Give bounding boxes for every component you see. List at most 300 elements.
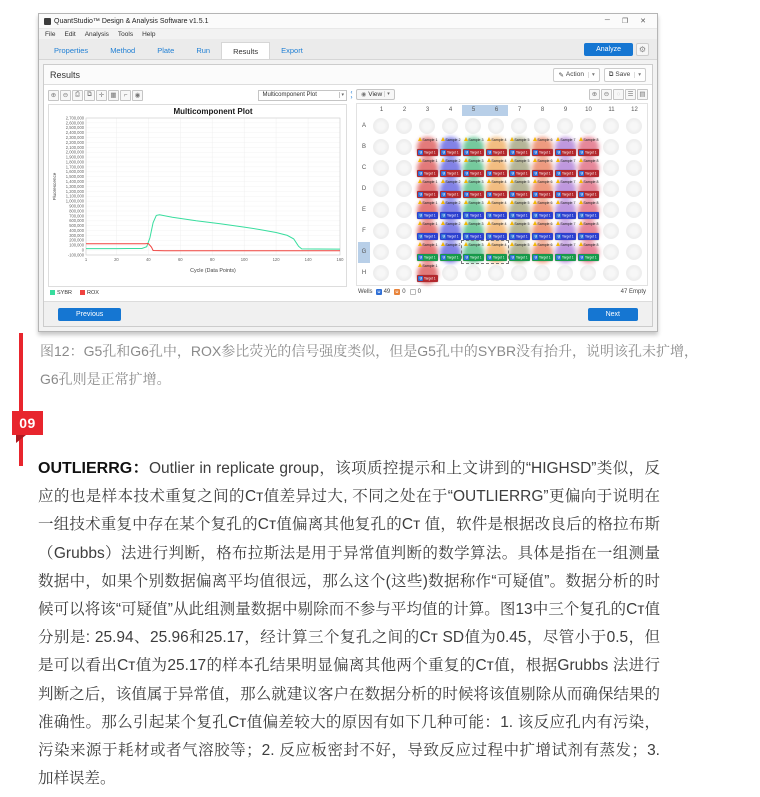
tab-export[interactable]: Export	[281, 46, 303, 55]
u-flag-icon: U	[511, 171, 514, 176]
analyze-button[interactable]: Analyze	[584, 43, 633, 56]
svg-text:60: 60	[177, 257, 183, 262]
target-name: Target 1	[447, 171, 459, 176]
target-name: Target 1	[539, 150, 551, 155]
target-badge	[578, 149, 599, 156]
tab-properties[interactable]: Properties	[54, 46, 89, 55]
menu-tools[interactable]: Tools	[117, 30, 134, 38]
u-flag-icon: U	[419, 255, 422, 260]
well-C3[interactable]	[416, 158, 439, 179]
plot-pane	[48, 88, 347, 298]
sample-label: Sample 5	[514, 200, 530, 206]
well-E10[interactable]	[577, 200, 600, 221]
action-button-label: Action	[565, 71, 584, 78]
target-badge	[440, 233, 461, 240]
well-G3[interactable]	[416, 242, 439, 263]
sample-label: Sample 5	[514, 179, 530, 185]
well-H2[interactable]	[393, 263, 416, 284]
well-D3[interactable]	[416, 179, 439, 200]
empty-well	[603, 181, 619, 197]
svg-text:140: 140	[304, 257, 312, 262]
svg-text:2,200,000: 2,200,000	[65, 139, 84, 145]
well-C8[interactable]	[531, 158, 554, 179]
sample-label: Sample 3	[468, 137, 484, 143]
target-badge	[486, 233, 507, 240]
u-flag-icon: U	[557, 150, 560, 155]
tab-method[interactable]: Method	[110, 46, 136, 55]
empty-well	[442, 118, 458, 134]
plate-row-C	[358, 158, 646, 179]
target-badge	[463, 254, 484, 261]
well-F1[interactable]	[370, 221, 393, 242]
target-badge	[440, 149, 461, 156]
zoom-in-icon[interactable]: ⊕	[48, 90, 59, 101]
plate-reset-icon[interactable]: ○	[613, 89, 624, 100]
well-B9[interactable]	[554, 137, 577, 158]
row-header-E[interactable]: E	[361, 207, 366, 214]
well-E8[interactable]	[531, 200, 554, 221]
plate-toolbar	[356, 88, 648, 101]
well-E4[interactable]	[439, 200, 462, 221]
well-B4[interactable]	[439, 137, 462, 158]
action-button[interactable]	[553, 68, 599, 82]
well-G7[interactable]	[508, 242, 531, 263]
u-flag-icon: U	[442, 234, 445, 239]
target-badge	[486, 254, 507, 261]
target-badge	[532, 149, 553, 156]
empty-well	[626, 160, 642, 176]
well-E5[interactable]	[462, 200, 485, 221]
target-name: Target 1	[516, 234, 528, 239]
u-flag-icon: U	[557, 234, 560, 239]
tabbar	[39, 39, 657, 60]
target-name: Target 1	[562, 255, 574, 260]
svg-text:2,100,000: 2,100,000	[65, 144, 84, 150]
sample-label: Sample 5	[514, 242, 530, 248]
collapse-right-icon[interactable]: ›	[350, 95, 353, 101]
well-B11[interactable]	[600, 137, 623, 158]
column-header-8[interactable]: 8	[540, 107, 545, 114]
sample-label: Sample 5	[514, 158, 530, 164]
u-flag-icon: U	[580, 171, 583, 176]
column-header-4[interactable]: 4	[448, 107, 453, 114]
well-B10[interactable]	[577, 137, 600, 158]
sample-label: Sample 6	[537, 221, 553, 227]
sample-label: Sample 1	[422, 263, 438, 269]
target-name: Target 1	[562, 192, 574, 197]
row-header-H[interactable]: H	[361, 270, 367, 277]
u-flag-icon: U	[465, 192, 468, 197]
well-D10[interactable]	[577, 179, 600, 200]
zoom-out-icon[interactable]: ⊖	[60, 90, 71, 101]
target-badge	[463, 170, 484, 177]
target-badge	[555, 149, 576, 156]
plate-zoom-out-icon[interactable]: ⊖	[601, 89, 612, 100]
empty-well	[396, 160, 412, 176]
well-G8[interactable]	[531, 242, 554, 263]
well-C11[interactable]	[600, 158, 623, 179]
settings-icon[interactable]: ◉	[132, 90, 143, 101]
well-C4[interactable]	[439, 158, 462, 179]
view-dropdown[interactable]	[356, 89, 395, 100]
collapse-left-icon[interactable]: ‹	[350, 90, 353, 96]
well-E12[interactable]	[623, 200, 646, 221]
sample-label: Sample 2	[445, 221, 461, 227]
empty-well	[603, 223, 619, 239]
well-E11[interactable]	[600, 200, 623, 221]
svg-text:0: 0	[81, 247, 84, 253]
plot-toolbar	[48, 88, 347, 102]
well-G10[interactable]	[577, 242, 600, 263]
menu-analysis[interactable]: Analysis	[84, 30, 109, 38]
menu-file[interactable]: File	[45, 30, 56, 38]
menu-help[interactable]: Help	[142, 30, 156, 38]
sample-label: Sample 2	[445, 200, 461, 206]
well-A12[interactable]	[623, 116, 646, 137]
well-E6[interactable]	[485, 200, 508, 221]
row-header-F[interactable]: F	[362, 228, 366, 235]
well-E2[interactable]	[393, 200, 416, 221]
empty-well	[511, 265, 527, 281]
minimize-button[interactable]: ─	[604, 17, 610, 24]
target-badge	[532, 191, 553, 198]
u-flag-icon: U	[488, 213, 491, 218]
well-F8[interactable]	[531, 221, 554, 242]
well-C1[interactable]	[370, 158, 393, 179]
software-window	[38, 13, 658, 332]
empty-well	[626, 181, 642, 197]
well-G12[interactable]	[623, 242, 646, 263]
target-name: Target 1	[447, 213, 459, 218]
u-flag-icon: U	[465, 171, 468, 176]
target-badge	[509, 191, 530, 198]
empty-well	[511, 118, 527, 134]
svg-text:800,000: 800,000	[69, 208, 84, 214]
target-name: Target 1	[493, 150, 505, 155]
well-G1[interactable]	[370, 242, 393, 263]
gear-icon[interactable]: ⚙	[636, 43, 649, 56]
results-title: Results	[50, 69, 81, 80]
u-flag-icon: U	[442, 213, 445, 218]
target-name: Target 1	[516, 213, 528, 218]
window-title: QuantStudio™ Design & Analysis Software v1.5.1	[54, 17, 209, 25]
target-badge	[578, 233, 599, 240]
sample-label: Sample 7	[560, 158, 576, 164]
table-icon[interactable]: ▦	[108, 90, 119, 101]
window-titlebar	[39, 14, 657, 29]
well-A3[interactable]	[416, 116, 439, 137]
svg-text:2,400,000: 2,400,000	[65, 130, 84, 136]
close-button[interactable]: ✕	[640, 18, 646, 25]
article-body: Outlier in replicate group，该项质控提示和上文讲到的“HIGHSD”类似，反应的也是样本技术重复之间的Cт值差异过大, 不同之处在于“OUTLIERRG”更偏向于说明在一组技术重复中存在某个复孔的Cт值偏离其他复孔的Cт 值，软件是根据改良后的格拉布斯（Grubbs）法进行判断，格布拉斯法是用于异常值判断的数学算法。具体是指在一组测量数据中，如果个别数据偏离平均值很远，那么这个(这些)数据称作“可疑值”。数据分析的时候可以将该“可疑值”从此组测量数据中剔除而不参与平均值的计算。图13中三个复孔的Cт值分别是: 25.94、25.96和25.17，经计算三个复孔之间的Cт SD值为0.45，尽管小于0.5，但是可以看出Cт值为25.17的样本孔结果明显偏离其他两个重复的Cт值，根据Grubbs 法进行判断之后，该值属于异常值，那么就建议客户在数据分析的时候将该值剔除从而确保结果的准确性。那么引起某个复孔Cт值偏差较大的原因有如下几种可能：1. 该反应孔内有污染，污染来源于耗材或者气溶胶等；2. 反应板密封不好，导致反应过程中扩增试剂有蒸发；3. 加样误差。	[38, 460, 660, 788]
well-A11[interactable]	[600, 116, 623, 137]
row-header-C[interactable]: C	[361, 165, 367, 172]
plate-grid	[356, 103, 648, 286]
menubar	[39, 29, 657, 39]
empty-well	[603, 160, 619, 176]
well-C7[interactable]	[508, 158, 531, 179]
sample-label: Sample 7	[560, 200, 576, 206]
target-badge	[555, 212, 576, 219]
row-header-A[interactable]: A	[361, 123, 366, 130]
well-A9[interactable]	[554, 116, 577, 137]
chevron-down-icon: ▾	[588, 72, 595, 78]
well-F5[interactable]	[462, 221, 485, 242]
well-B1[interactable]	[370, 137, 393, 158]
well-E7[interactable]	[508, 200, 531, 221]
empty-well	[442, 265, 458, 281]
target-badge	[532, 212, 553, 219]
well-G5[interactable]	[462, 242, 485, 263]
sample-label: Sample 6	[537, 179, 553, 185]
chevron-down-icon: ▾	[339, 92, 347, 98]
well-A2[interactable]	[393, 116, 416, 137]
well-F3[interactable]	[416, 221, 439, 242]
sample-label: Sample 4	[491, 137, 507, 143]
empty-well	[373, 202, 389, 218]
empty-well	[396, 181, 412, 197]
row-header-G[interactable]: G	[358, 242, 370, 263]
column-header-10[interactable]: 10	[585, 107, 592, 114]
target-badge	[463, 212, 484, 219]
svg-text:1: 1	[84, 257, 88, 262]
u-flag-icon: U	[557, 171, 560, 176]
well-B7[interactable]	[508, 137, 531, 158]
svg-text:1,600,000: 1,600,000	[65, 169, 84, 175]
sample-label: Sample 1	[422, 200, 438, 206]
sample-label: Sample 7	[560, 137, 576, 143]
well-C10[interactable]	[577, 158, 600, 179]
u-flag-icon: U	[557, 255, 560, 260]
target-name: Target 1	[516, 192, 528, 197]
menu-edit[interactable]: Edit	[64, 30, 76, 38]
plate-grid-icon[interactable]: ▤	[637, 89, 648, 100]
save-button-label: Save	[615, 71, 631, 78]
well-D4[interactable]	[439, 179, 462, 200]
axis-icon[interactable]: ⌐	[120, 90, 131, 101]
well-D11[interactable]	[600, 179, 623, 200]
well-A6[interactable]	[485, 116, 508, 137]
svg-text:1,300,000: 1,300,000	[65, 183, 84, 189]
empty-well	[488, 265, 504, 281]
well-H5[interactable]	[462, 263, 485, 284]
well-F10[interactable]	[577, 221, 600, 242]
svg-text:400,000: 400,000	[69, 227, 84, 233]
well-E1[interactable]	[370, 200, 393, 221]
well-B3[interactable]	[416, 137, 439, 158]
well-F2[interactable]	[393, 221, 416, 242]
u-flag-icon: U	[465, 213, 468, 218]
target-name: Target 1	[493, 234, 505, 239]
tab-plate[interactable]: Plate	[157, 46, 175, 55]
u-flag-icon: U	[557, 192, 560, 197]
target-name: Target 1	[470, 192, 482, 197]
well-G9[interactable]	[554, 242, 577, 263]
well-H9[interactable]	[554, 263, 577, 284]
u-flag-icon: U	[511, 150, 514, 155]
well-A8[interactable]	[531, 116, 554, 137]
target-badge	[509, 254, 530, 261]
well-F11[interactable]	[600, 221, 623, 242]
well-A7[interactable]	[508, 116, 531, 137]
column-header-6[interactable]: 6	[485, 105, 508, 116]
copy-icon[interactable]: ⧉	[84, 90, 95, 101]
empty-well	[626, 139, 642, 155]
empty-wells-label: 47 Empty	[620, 288, 646, 295]
plate-header-row	[358, 105, 646, 116]
well-G6[interactable]	[485, 242, 508, 263]
svg-text:1,200,000: 1,200,000	[65, 188, 84, 194]
tab-run[interactable]: Run	[196, 46, 211, 55]
well-C5[interactable]	[462, 158, 485, 179]
sample-label: Sample 4	[491, 221, 507, 227]
well-H3[interactable]	[416, 263, 439, 284]
column-header-9[interactable]: 9	[563, 107, 568, 114]
section-number-badge: 09	[12, 411, 43, 435]
u-flag-icon: U	[442, 171, 445, 176]
well-G11[interactable]	[600, 242, 623, 263]
well-H8[interactable]	[531, 263, 554, 284]
target-badge	[417, 170, 438, 177]
column-header-3[interactable]: 3	[425, 107, 430, 114]
well-F9[interactable]	[554, 221, 577, 242]
sample-label: Sample 7	[560, 221, 576, 227]
sample-label: Sample 5	[514, 137, 530, 143]
well-B8[interactable]	[531, 137, 554, 158]
well-C12[interactable]	[623, 158, 646, 179]
well-D9[interactable]	[554, 179, 577, 200]
well-C6[interactable]	[485, 158, 508, 179]
target-badge	[509, 233, 530, 240]
svg-text:1,000,000: 1,000,000	[65, 198, 84, 204]
sample-label: Sample 4	[491, 200, 507, 206]
well-B6[interactable]	[485, 137, 508, 158]
target-name: Target 1	[562, 234, 574, 239]
tab-results[interactable]: Results	[221, 42, 270, 59]
pointer-icon[interactable]: ✛	[96, 90, 107, 101]
chart-canvas	[49, 105, 345, 281]
target-badge	[555, 233, 576, 240]
target-name: Target 1	[447, 234, 459, 239]
well-A1[interactable]	[370, 116, 393, 137]
empty-well	[373, 223, 389, 239]
empty-well	[373, 181, 389, 197]
wells-label: Wells	[358, 288, 373, 295]
well-D5[interactable]	[462, 179, 485, 200]
well-D1[interactable]	[370, 179, 393, 200]
target-badge	[555, 191, 576, 198]
u-flag-icon: U	[442, 192, 445, 197]
well-F7[interactable]	[508, 221, 531, 242]
well-D8[interactable]	[531, 179, 554, 200]
svg-text:Fluorescence: Fluorescence	[52, 172, 57, 201]
well-G4[interactable]	[439, 242, 462, 263]
chevron-down-icon: ▾	[634, 72, 641, 78]
print-icon[interactable]: ⎙	[72, 90, 83, 101]
row-header-D[interactable]: D	[361, 186, 367, 193]
plate-zoom-in-icon[interactable]: ⊕	[589, 89, 600, 100]
well-F6[interactable]	[485, 221, 508, 242]
column-header-7[interactable]: 7	[517, 107, 522, 114]
well-E3[interactable]	[416, 200, 439, 221]
results-content	[44, 85, 652, 301]
target-name: Target 1	[516, 171, 528, 176]
svg-text:1,700,000: 1,700,000	[65, 164, 84, 170]
well-D2[interactable]	[393, 179, 416, 200]
column-header-1[interactable]: 1	[379, 107, 384, 114]
well-H10[interactable]	[577, 263, 600, 284]
well-B12[interactable]	[623, 137, 646, 158]
svg-text:2,500,000: 2,500,000	[65, 125, 84, 131]
svg-text:-100,000: -100,000	[67, 252, 84, 258]
well-E9[interactable]	[554, 200, 577, 221]
save-button[interactable]	[604, 68, 646, 82]
empty-badge	[410, 289, 416, 295]
maximize-button[interactable]: ❐	[621, 18, 629, 25]
u-flag-icon: U	[442, 150, 445, 155]
u-flag-icon: U	[534, 192, 537, 197]
well-B5[interactable]	[462, 137, 485, 158]
column-header-11[interactable]: 11	[608, 107, 615, 114]
well-F4[interactable]	[439, 221, 462, 242]
column-header-5[interactable]: 5	[462, 105, 485, 116]
row-header-B[interactable]: B	[361, 144, 366, 151]
well-B2[interactable]	[393, 137, 416, 158]
plate-list-icon[interactable]: ☰	[625, 89, 636, 100]
well-D6[interactable]	[485, 179, 508, 200]
empty-well	[488, 118, 504, 134]
well-A10[interactable]	[577, 116, 600, 137]
well-D7[interactable]	[508, 179, 531, 200]
well-C9[interactable]	[554, 158, 577, 179]
u-flag-icon: U	[488, 171, 491, 176]
target-badge	[486, 191, 507, 198]
well-H1[interactable]	[370, 263, 393, 284]
well-A5[interactable]	[462, 116, 485, 137]
sample-label: Sample 3	[468, 242, 484, 248]
well-D12[interactable]	[623, 179, 646, 200]
target-badge	[417, 275, 438, 282]
sample-label: Sample 1	[422, 158, 438, 164]
previous-button[interactable]: Previous	[58, 308, 121, 321]
well-A4[interactable]	[439, 116, 462, 137]
well-H12[interactable]	[623, 263, 646, 284]
next-button[interactable]: Next	[588, 308, 638, 321]
pane-splitter[interactable]	[347, 88, 356, 298]
svg-text:500,000: 500,000	[69, 223, 84, 228]
legend-item-rox	[80, 290, 99, 296]
sample-label: Sample 8	[583, 158, 599, 164]
well-H7[interactable]	[508, 263, 531, 284]
target-badge	[417, 191, 438, 198]
sample-label: Sample 3	[468, 221, 484, 227]
target-name: Target 1	[424, 213, 436, 218]
sample-label: Sample 4	[491, 242, 507, 248]
column-header-12[interactable]: 12	[631, 107, 638, 114]
well-H6[interactable]	[485, 263, 508, 284]
well-G2[interactable]	[393, 242, 416, 263]
target-badge	[486, 212, 507, 219]
target-name: Target 1	[447, 255, 459, 260]
well-H11[interactable]	[600, 263, 623, 284]
sample-label: Sample 2	[445, 137, 461, 143]
well-H4[interactable]	[439, 263, 462, 284]
plot-type-dropdown[interactable]	[258, 90, 348, 101]
column-header-2[interactable]: 2	[402, 107, 407, 114]
well-C2[interactable]	[393, 158, 416, 179]
legend-swatch-icon	[50, 290, 55, 295]
well-F12[interactable]	[623, 221, 646, 242]
